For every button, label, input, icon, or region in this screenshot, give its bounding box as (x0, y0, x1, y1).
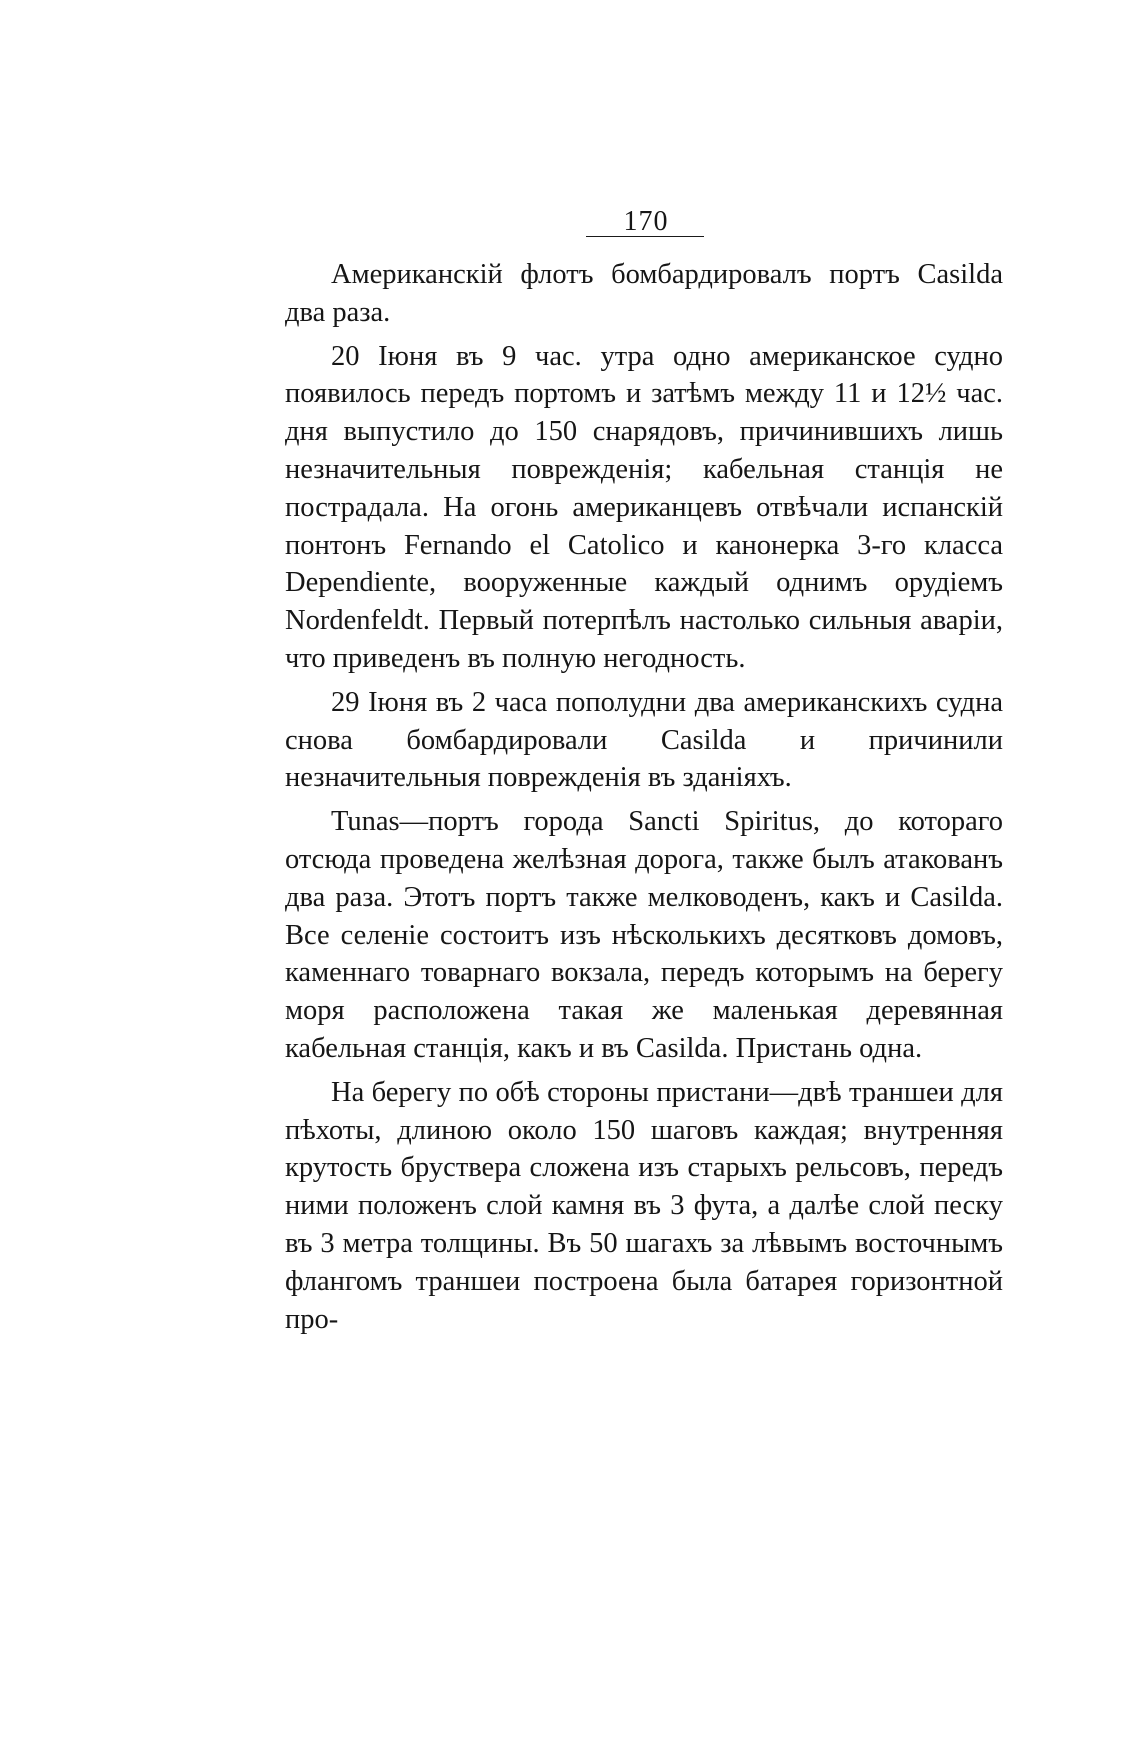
page-number-rule (586, 236, 704, 237)
paragraph-bombardment-intro: Американскій флотъ бомбардировалъ портъ Casilda два раза. (285, 259, 1003, 328)
paragraph-june-20-attack: 20 Іюня въ 9 час. утра одно американское судно появилось передъ портомъ и затѣмъ между 11 и 12½ час. дня выпустило до 150 снарядовъ, причинившихъ лишь незначительныя поврежденія; кабельная станція не пострадала. На огонь американцевъ отвѣчали испанскій понтонъ Fernando el Catolico и канонерка 3-го класса Dependiente, вооруженные каждый однимъ орудіемъ Nordenfeldt. Первый потерпѣлъ настолько сильныя аваріи, что приведенъ въ полную негодность. (285, 340, 1003, 674)
body-text (285, 256, 1003, 1338)
paragraph-trenches: На берегу по обѣ стороны пристани—двѣ траншеи для пѣхоты, длиною около 150 шаговъ каждая; внутренняя крутость бруствера сложена изъ старыхъ рельсовъ, передъ ними положенъ слой камня въ 3 фута, а далѣе слой песку въ 3 метра толщины. Въ 50 шагахъ за лѣвымъ восточнымъ флангомъ траншеи построена была батарея горизонтной про- (285, 1076, 1003, 1335)
paragraph-tunas-port: Tunas—портъ города Sancti Spiritus, до котораго отсюда проведена желѣзная дорога, также былъ атакованъ два раза. Этотъ портъ также мелководенъ, какъ и Casilda. Все селеніе состоитъ изъ нѣсколькихъ десятковъ домовъ, каменнаго товарнаго вокзала, передъ которымъ на берегу моря расположена такая же маленькая деревянная кабельная станція, какъ и въ Casilda. Пристань одна. (285, 806, 1003, 1064)
paragraph-june-29-attack: 29 Іюня въ 2 часа пополудни два американскихъ судна снова бомбардировали Casilda и причинили незначительныя поврежденія въ зданіяхъ. (285, 686, 1003, 794)
page-number: 170 (623, 206, 669, 237)
